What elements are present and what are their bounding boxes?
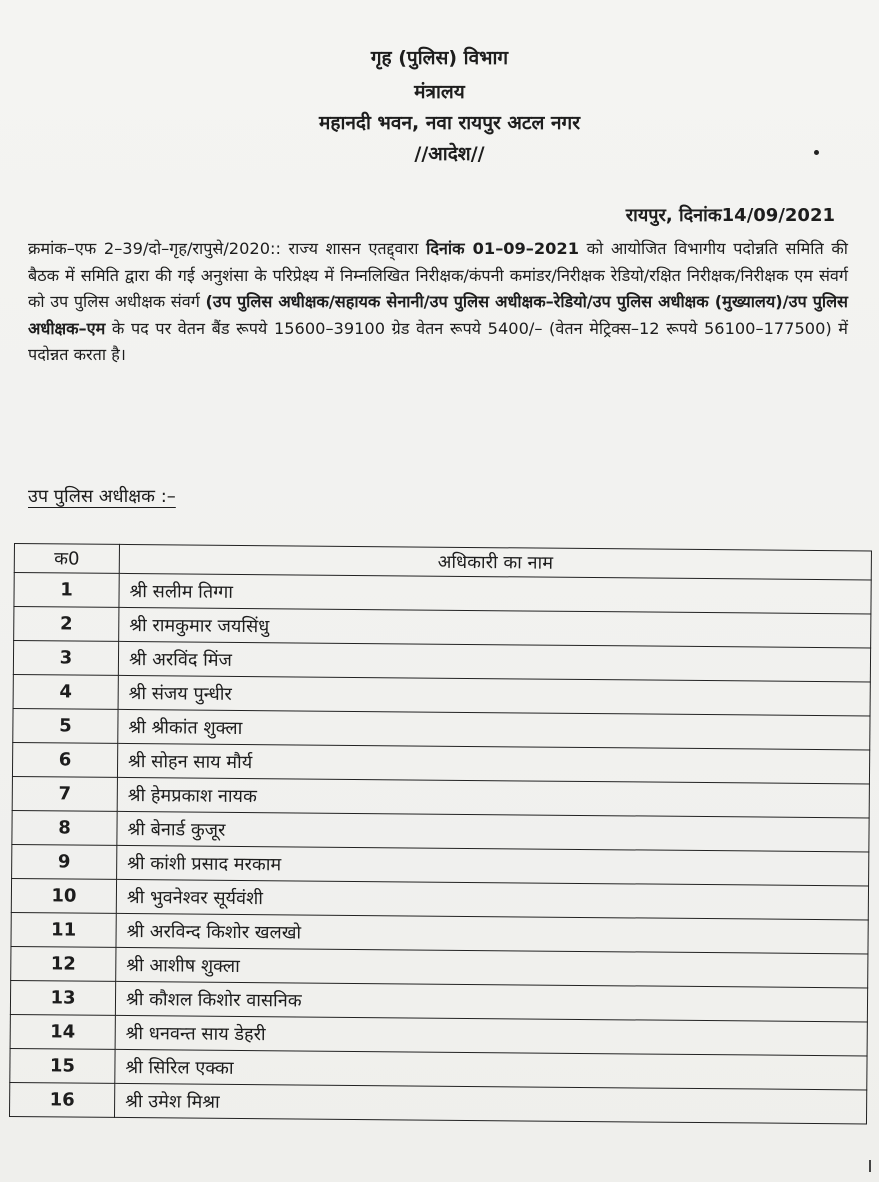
order-paragraph (28, 236, 848, 369)
ministry-title: मंत्रालय (414, 81, 465, 103)
document-type: //आदेश// (414, 143, 485, 165)
officer-name-cell: श्री भुवनेश्वर सूर्यवंशी (116, 879, 868, 920)
officer-name-cell: श्री अरविन्द किशोर खलखो (116, 913, 868, 954)
serial-cell: 4 (13, 674, 118, 709)
name-header: अधिकारी का नाम (119, 544, 871, 580)
officer-name-cell: श्री सलीम तिग्गा (119, 573, 871, 614)
officer-name-cell: श्री धनवन्त साय डेहरी (115, 1015, 867, 1056)
order-date: रायपुर, दिनांक14/09/2021 (625, 205, 835, 226)
serial-cell: 5 (13, 708, 118, 743)
order-text-part2: को आयोजित विभागीय पदोन्नति समिति की बैठक में समिति द्वारा की गई अनुशंसा के परिप्रेक्ष्य में निम्नलिखित निरीक्षक/कंपनी कमांडर/निरीक्षक रेडियो/रक्षित निरीक्षक/निरीक्षक एम संवर्ग को उप पुलिस अधीक्षक संवर्ग (28, 239, 848, 311)
page-corner-mark (869, 1160, 877, 1172)
officer-name-cell: श्री सिरिल एक्का (115, 1049, 867, 1090)
serial-cell: 9 (12, 844, 117, 879)
table-row (9, 1082, 866, 1123)
serial-cell: 7 (12, 776, 117, 811)
serial-cell: 14 (10, 1014, 115, 1049)
officer-name-cell: श्री रामकुमार जयसिंधु (119, 607, 871, 648)
serial-cell: 8 (12, 810, 117, 845)
ink-dot (814, 150, 819, 155)
officer-name-cell: श्री आशीष शुक्ला (116, 947, 868, 988)
officer-name-cell: श्री कांशी प्रसाद मरकाम (117, 845, 869, 886)
serial-cell: 2 (14, 607, 119, 642)
order-text-part1: क्रमांक–एफ 2–39/दो–गृह/रापुसे/2020:: राज्य शासन एतद्द्वारा (28, 239, 427, 258)
officer-table (9, 543, 872, 1124)
serial-cell: 11 (11, 912, 116, 947)
officer-name-cell: श्री सोहन साय मौर्य (117, 743, 869, 784)
serial-cell: 3 (13, 641, 118, 676)
meeting-date: दिनांक 01–09–2021 (426, 239, 579, 258)
serial-cell: 15 (10, 1048, 115, 1083)
serial-header: क0 (14, 544, 119, 574)
officer-name-cell: श्री बेनार्ड कुजूर (117, 811, 869, 852)
department-title: गृह (पुलिस) विभाग (370, 47, 509, 69)
serial-cell: 6 (12, 742, 117, 777)
serial-cell: 13 (10, 980, 115, 1015)
officer-name-cell: श्री संजय पुन्धीर (118, 675, 870, 716)
officer-name-cell: श्री कौशल किशोर वासनिक (115, 981, 867, 1022)
officer-name-cell: श्री अरविंद मिंज (118, 641, 870, 682)
section-heading: उप पुलिस अधीक्षक :– (28, 486, 176, 507)
serial-cell: 16 (9, 1082, 114, 1117)
office-address: महानदी भवन, नवा रायपुर अटल नगर (319, 112, 580, 134)
serial-cell: 10 (11, 878, 116, 913)
serial-cell: 1 (14, 573, 119, 608)
officer-name-cell: श्री श्रीकांत शुक्ला (118, 709, 870, 750)
officer-name-cell: श्री हेमप्रकाश नायक (117, 777, 869, 818)
order-text-part3: के पद पर वेतन बैंड रूपये 15600–39100 ग्रेड वेतन रूपये 5400/– (वेतन मेट्रिक्स–12 रूपये 56100–177500) में पदोन्नत करता है। (28, 318, 848, 364)
promoted-posts: (उप पुलिस अधीक्षक/सहायक सेनानी/उप पुलिस अधीक्षक–रेडियो/उप पुलिस अधीक्षक (मुख्यालय)/उप पुलिस अधीक्षक–एम (28, 292, 848, 338)
serial-cell: 12 (11, 946, 116, 981)
officer-name-cell: श्री उमेश मिश्रा (114, 1083, 866, 1124)
